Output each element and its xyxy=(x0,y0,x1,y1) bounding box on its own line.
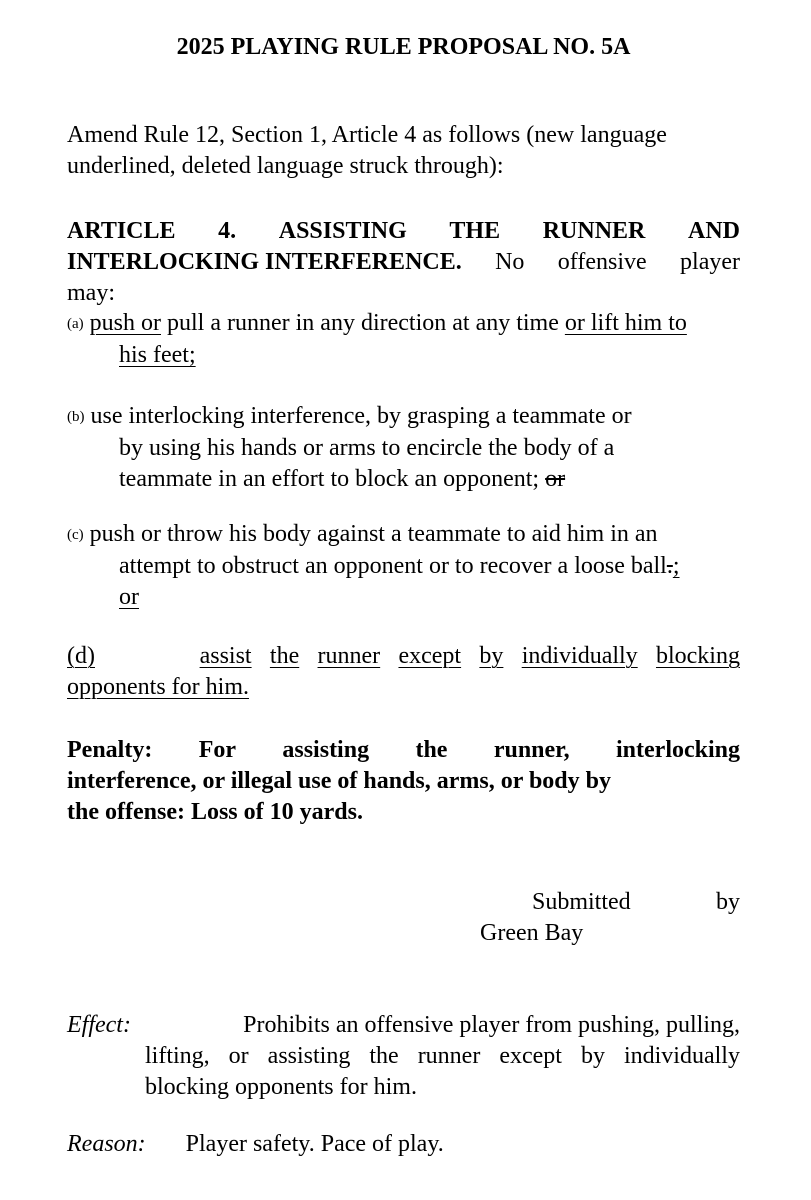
penalty-word: runner, xyxy=(493,737,570,763)
submitted-by-word: by xyxy=(716,889,740,915)
heading-word: THE xyxy=(449,218,501,244)
reason-text: Player safety. Pace of play. xyxy=(185,1131,444,1157)
item-a-text: pull a runner in any direction at any time xyxy=(167,310,559,336)
penalty-word: For xyxy=(198,737,236,763)
effect-label: Effect: xyxy=(67,1012,131,1038)
item-a-line-1 xyxy=(67,308,740,340)
reason-label: Reason: xyxy=(67,1131,146,1157)
penalty-word: Penalty: xyxy=(67,737,153,763)
item-b-line-1: (b) use interlocking interference, by grasping a teammate or xyxy=(67,403,632,429)
penalty-line-1 xyxy=(67,735,740,766)
penalty-line-2: interference, or illegal use of hands, arms, or body by xyxy=(67,768,611,794)
inserted-text: or xyxy=(119,584,139,610)
inserted-text: or lift him to xyxy=(564,310,687,336)
item-marker: (a) xyxy=(67,316,84,332)
item-b-line-3: teammate in an effort to block an opponent; or xyxy=(119,466,566,492)
body-word: player xyxy=(680,249,740,275)
effect-word: runner xyxy=(417,1043,481,1069)
heading-word: AND xyxy=(687,218,740,244)
intro-line-2: underlined, deleted language struck through): xyxy=(67,153,504,179)
inserted-text: opponents for him. xyxy=(67,674,249,700)
item-b-line-2: by using his hands or arms to encircle the body of a xyxy=(119,435,615,461)
item-a xyxy=(67,308,740,371)
item-c-line-2: attempt to obstruct an opponent or to recover a loose ball.; xyxy=(119,553,680,579)
inserted-text: push or xyxy=(89,310,161,336)
item-d xyxy=(67,641,740,703)
deleted-text: . xyxy=(666,553,673,579)
effect-word: except xyxy=(499,1043,562,1069)
item-d-line-1 xyxy=(67,641,740,672)
effect-word: the xyxy=(369,1043,399,1069)
effect-word: lifting, xyxy=(145,1043,210,1069)
d-word: the xyxy=(269,643,300,669)
reason-paragraph xyxy=(67,1129,740,1160)
effect-line-1: Prohibits an offensive player from pushing, pulling, xyxy=(243,1012,740,1038)
d-word: except xyxy=(398,643,462,669)
penalty-line-3: the offense: Loss of 10 yards. xyxy=(67,799,363,825)
proposal-title: 2025 PLAYING RULE PROPOSAL NO. 5A xyxy=(176,34,631,60)
item-c xyxy=(67,519,740,613)
effect-word: by xyxy=(580,1043,605,1069)
heading-word: ARTICLE xyxy=(67,218,176,244)
intro-line-1: Amend Rule 12, Section 1, Article 4 as follows (new language xyxy=(67,122,667,148)
intro-paragraph xyxy=(67,120,740,182)
d-word: by xyxy=(479,643,504,669)
heading-word: 4. xyxy=(218,218,237,244)
deleted-text: or xyxy=(545,466,566,492)
body-word: No xyxy=(495,249,525,275)
d-word: assist xyxy=(199,643,252,669)
effect-word: assisting xyxy=(267,1043,351,1069)
article-heading-bold: INTERLOCKING INTERFERENCE. xyxy=(67,249,462,275)
heading-word: RUNNER xyxy=(542,218,646,244)
effect-paragraph xyxy=(67,1010,740,1103)
effect-line-3: blocking opponents for him. xyxy=(145,1074,417,1100)
penalty-word: the xyxy=(415,737,448,763)
article-heading-line-1 xyxy=(67,216,740,247)
item-marker: (c) xyxy=(67,527,84,543)
item-marker: (d) xyxy=(67,643,95,669)
d-word: individually xyxy=(521,643,638,669)
submitted-block xyxy=(67,887,740,949)
heading-word: ASSISTING xyxy=(278,218,407,244)
effect-line-2 xyxy=(145,1041,740,1072)
item-marker: (b) xyxy=(67,409,85,425)
inserted-text: his feet; xyxy=(119,342,196,368)
effect-word: individually xyxy=(623,1043,740,1069)
item-c-line-1: (c) push or throw his body against a teammate to aid him in an xyxy=(67,521,658,547)
submitted-word: Submitted xyxy=(532,889,631,915)
d-word: blocking xyxy=(655,643,740,669)
penalty-paragraph xyxy=(67,735,740,828)
item-c-line-3 xyxy=(67,582,740,613)
article-heading-line-2 xyxy=(67,247,740,278)
body-word: offensive xyxy=(557,249,647,275)
article-body-line-3: may: xyxy=(67,280,115,306)
article-heading xyxy=(67,216,740,309)
inserted-text: ; xyxy=(672,553,680,579)
effect-word: or xyxy=(228,1043,249,1069)
submitter-name: Green Bay xyxy=(480,920,584,946)
item-b xyxy=(67,401,740,495)
penalty-word: assisting xyxy=(282,737,370,763)
d-word: runner xyxy=(317,643,381,669)
penalty-word: interlocking xyxy=(616,737,740,763)
